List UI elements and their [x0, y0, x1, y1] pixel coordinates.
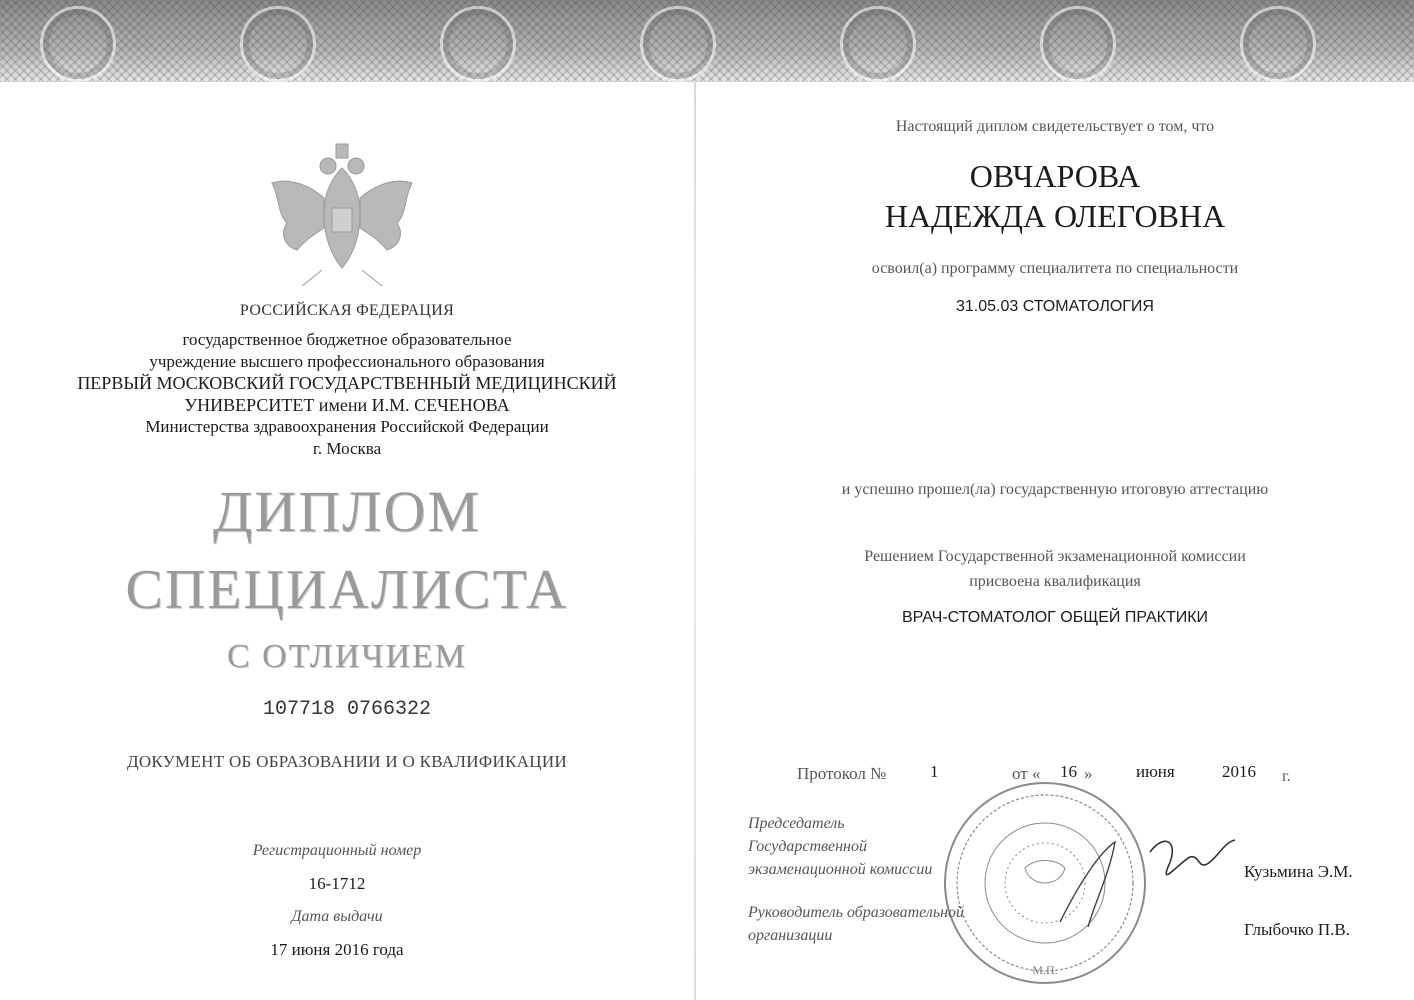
city: г. Москва	[312, 439, 382, 458]
ornament	[40, 6, 116, 82]
protocol-label: Протокол №	[797, 764, 887, 783]
specialty: 31.05.03 СТОМАТОЛОГИЯ	[956, 298, 1154, 315]
intro-text: Настоящий диплом свидетельствует о том, что	[895, 118, 1215, 135]
chair-name: Кузьмина Э.М.	[1244, 862, 1353, 881]
institution-name: ПЕРВЫЙ МОСКОВСКИЙ ГОСУДАРСТВЕННЫЙ МЕДИЦИНСКИЙ	[77, 373, 617, 393]
graduate-surname: ОВЧАРОВА	[969, 158, 1141, 194]
diploma-title: ДИПЛОМ	[212, 479, 482, 544]
security-pattern-band	[0, 0, 1414, 82]
head-name: Глыбочко П.В.	[1244, 920, 1350, 939]
protocol-date-close: »	[1084, 764, 1093, 783]
diploma-subtitle: СПЕЦИАЛИСТА	[125, 559, 569, 621]
year-suffix: г.	[1282, 768, 1291, 785]
document-type: ДОКУМЕНТ ОБ ОБРАЗОВАНИИ И О КВАЛИФИКАЦИИ	[126, 752, 568, 771]
decision-text: присвоена квалификация	[969, 573, 1141, 590]
attestation-text: и успешно прошел(ла) государственную итоговую аттестацию	[841, 481, 1269, 498]
stamp-mp-label: М.П.	[1032, 963, 1058, 977]
graduate-name: НАДЕЖДА ОЛЕГОВНА	[884, 198, 1226, 234]
registration-label: Регистрационный номер	[252, 842, 422, 859]
registration-number: 16-1712	[308, 874, 366, 893]
ornament	[1240, 6, 1316, 82]
honors-label: С ОТЛИЧИЕМ	[226, 638, 468, 675]
head-title: Руководитель образовательной	[748, 904, 965, 921]
issue-date: 17 июня 2016 года	[270, 940, 404, 959]
institution-name: УНИВЕРСИТЕТ имени И.М. СЕЧЕНОВА	[184, 395, 510, 415]
head-title: организации	[748, 927, 833, 944]
ornament	[840, 6, 916, 82]
ornament	[1040, 6, 1116, 82]
ornament	[240, 6, 316, 82]
protocol-month: июня	[1136, 762, 1175, 781]
signature-chair	[1040, 812, 1240, 932]
qualification: ВРАЧ-СТОМАТОЛОГ ОБЩЕЙ ПРАКТИКИ	[901, 609, 1209, 626]
protocol-number: 1	[930, 762, 939, 781]
coat-of-arms-emblem	[262, 138, 422, 288]
institution-line: государственное бюджетное образовательное	[182, 330, 512, 349]
decision-text: Решением Государственной экзаменационной комиссии	[864, 548, 1246, 565]
chair-title: Государственной	[748, 838, 867, 855]
institution-line: учреждение высшего профессионального образования	[149, 352, 545, 371]
ornament	[440, 6, 516, 82]
serial-number: 107718 0766322	[262, 698, 432, 721]
program-text: освоил(а) программу специалитета по специальности	[871, 260, 1239, 277]
ornament	[640, 6, 716, 82]
protocol-year: 2016	[1222, 762, 1256, 781]
chair-title: экзаменационной комиссии	[748, 861, 933, 878]
chair-title: Председатель	[748, 815, 845, 832]
protocol-day: 16	[1060, 762, 1077, 781]
country-name: РОССИЙСКАЯ ФЕДЕРАЦИЯ	[239, 302, 455, 319]
protocol-date-open: от «	[1012, 764, 1041, 783]
issue-date-label: Дата выдачи	[291, 908, 383, 925]
ministry-line: Министерства здравоохранения Российской Федерации	[145, 417, 549, 436]
